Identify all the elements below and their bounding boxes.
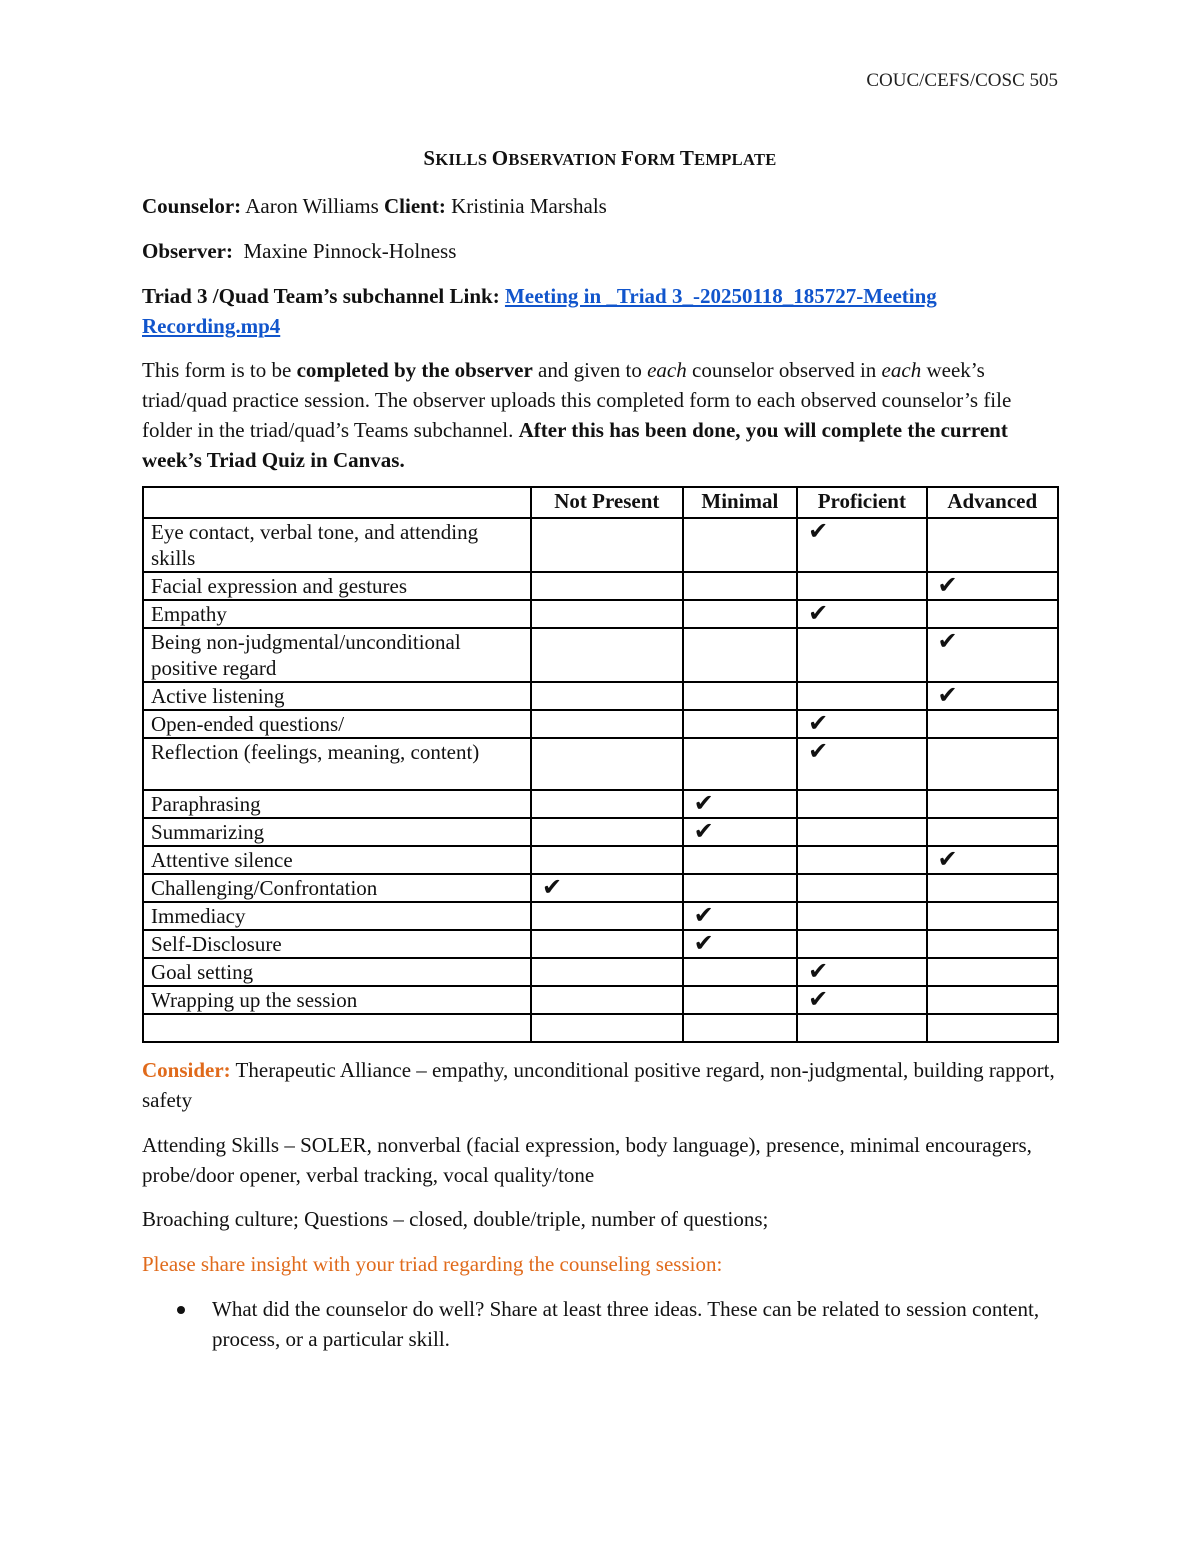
table-row bbox=[143, 874, 1058, 902]
rating-cell bbox=[683, 710, 798, 738]
rating-cell bbox=[683, 1014, 798, 1042]
instructions-text-1: This form is to be bbox=[142, 358, 297, 382]
check-mark-icon: ✔ bbox=[927, 846, 1059, 874]
check-mark-icon: ✔ bbox=[797, 710, 926, 738]
rating-cell bbox=[797, 902, 926, 930]
rating-cell bbox=[683, 846, 798, 874]
recording-link-line bbox=[142, 281, 1062, 341]
rating-cell bbox=[927, 790, 1059, 818]
rating-cell bbox=[797, 628, 926, 682]
check-mark-icon: ✔ bbox=[927, 572, 1059, 600]
table-row bbox=[143, 1014, 1058, 1042]
title-part-2: OBSERVATION bbox=[491, 146, 622, 170]
recording-link[interactable]: Meeting in _Triad 3_-20250118_185727-Meeting Recording.mp4 bbox=[142, 284, 937, 338]
consider-paragraph bbox=[142, 1055, 1062, 1115]
counselor-name: Aaron Williams bbox=[245, 194, 379, 218]
rating-cell bbox=[683, 572, 798, 600]
table-row bbox=[143, 600, 1058, 628]
rating-cell bbox=[531, 902, 683, 930]
client-name: Kristinia Marshals bbox=[451, 194, 607, 218]
link-label: Triad 3 /Quad Team’s subchannel Link: bbox=[142, 284, 500, 308]
instructions-text-2: and given to bbox=[532, 358, 648, 382]
rating-cell bbox=[531, 518, 683, 572]
broaching-paragraph: Broaching culture; Questions – closed, double/triple, number of questions; bbox=[142, 1207, 769, 1231]
attending-skills-paragraph: Attending Skills – SOLER, nonverbal (facial expression, body language), presence, minimal encouragers, probe/door opener, verbal tracking, vocal quality/tone bbox=[142, 1133, 1032, 1187]
rating-cell bbox=[797, 790, 926, 818]
consider-text: Therapeutic Alliance – empathy, unconditional positive regard, non-judgmental, building rapport, safety bbox=[142, 1058, 1055, 1112]
rating-cell bbox=[927, 818, 1059, 846]
rating-cell bbox=[683, 518, 798, 572]
check-mark-icon: ✔ bbox=[797, 986, 926, 1014]
rating-cell bbox=[927, 738, 1059, 790]
observer-name: Maxine Pinnock-Holness bbox=[243, 239, 457, 263]
check-mark-icon: ✔ bbox=[797, 738, 926, 790]
counselor-client-line bbox=[142, 191, 1062, 221]
table-row bbox=[143, 818, 1058, 846]
rating-cell bbox=[531, 738, 683, 790]
rating-cell bbox=[927, 986, 1059, 1014]
rating-cell bbox=[797, 846, 926, 874]
skill-label: Active listening bbox=[143, 682, 531, 710]
rating-cell bbox=[531, 600, 683, 628]
rating-cell bbox=[683, 600, 798, 628]
instructions-bold-2: After this has been done, you will complete the current week’s Triad Quiz in Canvas. bbox=[142, 418, 1008, 472]
table-row bbox=[143, 682, 1058, 710]
check-mark-icon: ✔ bbox=[683, 818, 798, 846]
skill-column-header bbox=[143, 487, 531, 518]
instructions-text-4: week’s triad/quad practice session. The observer uploads this completed form to each observed counselor’s file folder in the triad/quad’s Teams subchannel. bbox=[142, 358, 1012, 442]
title-part-4: TEMPLATE bbox=[679, 146, 777, 170]
table-row bbox=[143, 958, 1058, 986]
table-row bbox=[143, 738, 1058, 790]
table-row bbox=[143, 846, 1058, 874]
minimal-column-header: Minimal bbox=[683, 487, 798, 518]
rating-cell bbox=[683, 682, 798, 710]
check-mark-icon: ✔ bbox=[797, 600, 926, 628]
rating-cell bbox=[927, 930, 1059, 958]
skill-label: Empathy bbox=[143, 600, 531, 628]
table-row bbox=[143, 628, 1058, 682]
skill-label bbox=[143, 1014, 531, 1042]
observer-label: Observer: bbox=[142, 239, 233, 263]
check-mark-icon: ✔ bbox=[683, 902, 798, 930]
table-row bbox=[143, 710, 1058, 738]
rating-cell bbox=[531, 930, 683, 958]
bullet-dot-icon bbox=[177, 1306, 185, 1314]
rating-cell bbox=[797, 818, 926, 846]
table-body bbox=[143, 518, 1058, 1042]
bullet-item: What did the counselor do well? Share at least three ideas. These can be related to session content, process, or a particular skill. bbox=[212, 1297, 1040, 1351]
rating-cell bbox=[927, 518, 1059, 572]
rating-cell bbox=[531, 1014, 683, 1042]
rating-cell bbox=[531, 710, 683, 738]
title-part-3: FORM bbox=[621, 146, 680, 170]
check-mark-icon: ✔ bbox=[927, 628, 1059, 682]
skill-label: Reflection (feelings, meaning, content) bbox=[143, 738, 531, 790]
skill-label: Paraphrasing bbox=[143, 790, 531, 818]
rating-cell bbox=[927, 600, 1059, 628]
rating-cell bbox=[797, 1014, 926, 1042]
course-code: COUC/CEFS/COSC 505 bbox=[866, 70, 1058, 91]
skill-label: Open-ended questions/ bbox=[143, 710, 531, 738]
skill-label: Facial expression and gestures bbox=[143, 572, 531, 600]
instructions-italic-2: each bbox=[881, 358, 922, 382]
rating-cell bbox=[683, 958, 798, 986]
title-part-1: SKILLS bbox=[423, 146, 492, 170]
rating-cell bbox=[927, 1014, 1059, 1042]
table-row bbox=[143, 930, 1058, 958]
rating-cell bbox=[531, 818, 683, 846]
rating-cell bbox=[683, 738, 798, 790]
instructions-text-3: counselor observed in bbox=[686, 358, 882, 382]
skill-label: Immediacy bbox=[143, 902, 531, 930]
table-row bbox=[143, 986, 1058, 1014]
page-title bbox=[0, 146, 1200, 171]
counselor-label: Counselor: bbox=[142, 194, 242, 218]
check-mark-icon: ✔ bbox=[797, 958, 926, 986]
check-mark-icon: ✔ bbox=[683, 790, 798, 818]
skill-label: Goal setting bbox=[143, 958, 531, 986]
rating-cell bbox=[927, 958, 1059, 986]
rating-cell bbox=[531, 846, 683, 874]
skill-label: Attentive silence bbox=[143, 846, 531, 874]
rating-cell bbox=[531, 958, 683, 986]
instructions-paragraph bbox=[142, 355, 1062, 475]
check-mark-icon: ✔ bbox=[683, 930, 798, 958]
rating-cell bbox=[797, 874, 926, 902]
table-header-row bbox=[143, 487, 1058, 518]
observer-line bbox=[142, 236, 1062, 266]
check-mark-icon: ✔ bbox=[531, 874, 683, 902]
rating-cell bbox=[683, 874, 798, 902]
table-row bbox=[143, 518, 1058, 572]
advanced-column-header: Advanced bbox=[927, 487, 1059, 518]
rating-cell bbox=[797, 930, 926, 958]
not-present-column-header: Not Present bbox=[531, 487, 683, 518]
instructions-italic-1: each bbox=[647, 358, 687, 382]
table-row bbox=[143, 902, 1058, 930]
instructions-bold-1: completed by the observer bbox=[296, 358, 533, 382]
skill-label: Being non-judgmental/unconditional positive regard bbox=[143, 628, 531, 682]
rating-cell bbox=[531, 572, 683, 600]
skill-label: Self-Disclosure bbox=[143, 930, 531, 958]
rating-cell bbox=[797, 572, 926, 600]
skill-label: Wrapping up the session bbox=[143, 986, 531, 1014]
skill-label: Challenging/Confrontation bbox=[143, 874, 531, 902]
rating-cell bbox=[797, 682, 926, 710]
rating-cell bbox=[683, 628, 798, 682]
insight-prompt: Please share insight with your triad regarding the counseling session: bbox=[142, 1252, 723, 1276]
rating-cell bbox=[531, 790, 683, 818]
table-row bbox=[143, 790, 1058, 818]
rating-cell bbox=[927, 902, 1059, 930]
table-row bbox=[143, 572, 1058, 600]
rating-cell bbox=[683, 986, 798, 1014]
proficient-column-header: Proficient bbox=[797, 487, 926, 518]
skills-observation-table bbox=[142, 486, 1059, 1043]
rating-cell bbox=[927, 710, 1059, 738]
check-mark-icon: ✔ bbox=[797, 518, 926, 572]
check-mark-icon: ✔ bbox=[927, 682, 1059, 710]
rating-cell bbox=[531, 682, 683, 710]
rating-cell bbox=[927, 874, 1059, 902]
skill-label: Eye contact, verbal tone, and attending skills bbox=[143, 518, 531, 572]
consider-label: Consider: bbox=[142, 1058, 231, 1082]
rating-cell bbox=[531, 628, 683, 682]
rating-cell bbox=[531, 986, 683, 1014]
client-label: Client: bbox=[384, 194, 446, 218]
skill-label: Summarizing bbox=[143, 818, 531, 846]
